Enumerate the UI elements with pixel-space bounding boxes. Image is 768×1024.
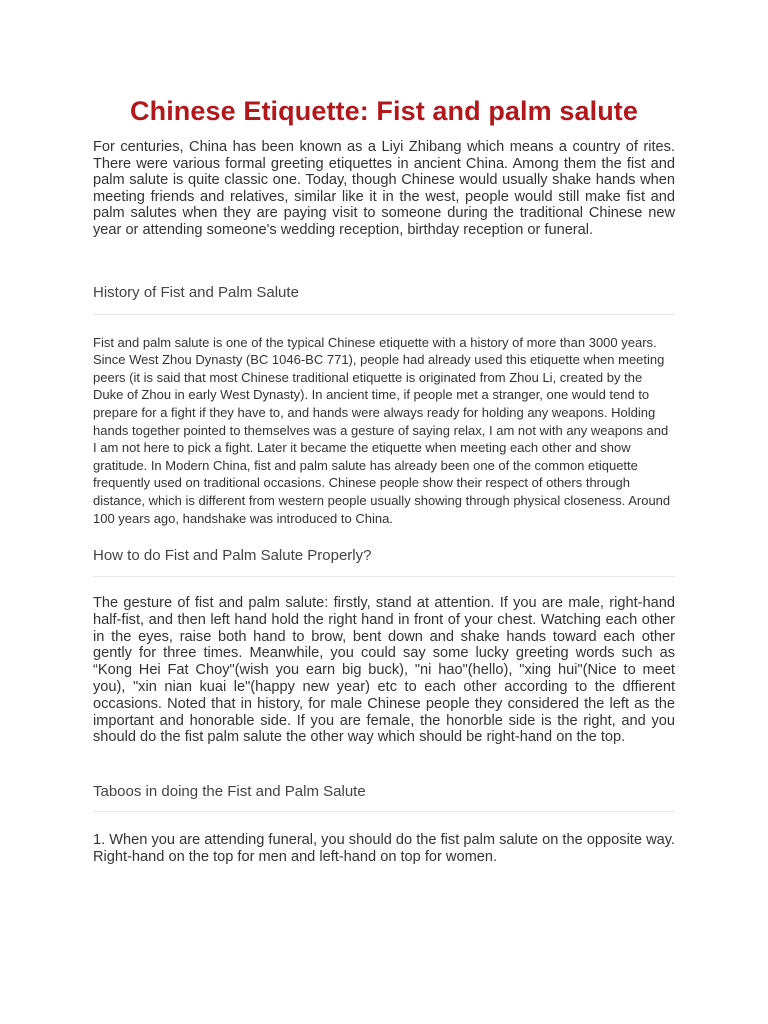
- section-body-how-to: The gesture of fist and palm salute: firstly, stand at attention. If you are male, right-hand half-fist, and then left hand hold the right hand in front of your chest. Watching each other in the eyes, raise both hand to brow, bent down and shake hands toward each other gently for three times. Meanwhile, you could say some lucky greeting words such as “Kong Hei Fat Choy"(wish you earn big buck), "ni hao"(hello), "xing hui"(Nice to meet you), "xin nian kuai le"(happy new year) etc to each other according to the dffierent occasions. Noted that in history, for male Chinese people they considered the left as the important and honorable side. If you are female, the honorble side is the right, and you should do the fist palm salute the other way which should be right-hand on the top.: [93, 595, 675, 746]
- section-heading-how-to: How to do Fist and Palm Salute Properly?: [93, 547, 372, 565]
- section-divider: [93, 811, 675, 812]
- page-title: Chinese Etiquette: Fist and palm salute: [130, 96, 638, 126]
- section-heading-history: History of Fist and Palm Salute: [93, 283, 299, 301]
- intro-paragraph: For centuries, China has been known as a Liyi Zhibang which means a country of rites. There were various formal greeting etiquettes in ancient China. Among them the fist and palm salute is quite classic one. Today, though Chinese would usually shake hands when meeting friends and relatives, similar like it in the west, people would still make fist and palm salutes when they are paying visit to someone during the traditional Chinese new year or attending someone's wedding reception, birthday reception or funeral.: [93, 139, 675, 238]
- section-body-history: Fist and palm salute is one of the typical Chinese etiquette with a history of more than 3000 years. Since West Zhou Dynasty (BC 1046-BC 771), people had already used this etiquette when meeting peers (it is said that most Chinese traditional etiquette is originated from Zhou Li, created by the Duke of Zhou in early West Dynasty). In ancient time, if people met a stranger, one would tend to prepare for a fight if they have to, and hands were always ready for holding any weapons. Holding hands together pointed to themselves was a gesture of saying relax, I am not with any weapons and I am not here to pick a fight. Later it became the etiquette when meeting each other and show gratitude. In Modern China, fist and palm salute has already been one of the common etiquette frequently used on traditional occasions. Chinese people show their respect of others through distance, which is different from western people usually showing through physical closeness. Around 100 years ago, handshake was introduced to China.: [93, 334, 671, 526]
- section-divider: [93, 576, 675, 577]
- section-body-taboos: 1. When you are attending funeral, you should do the fist palm salute on the opposite way. Right-hand on the top for men and left-hand on top for women.: [93, 832, 675, 866]
- section-heading-taboos: Taboos in doing the Fist and Palm Salute: [93, 783, 366, 801]
- document-page: [93, 95, 675, 866]
- section-divider: [93, 314, 675, 315]
